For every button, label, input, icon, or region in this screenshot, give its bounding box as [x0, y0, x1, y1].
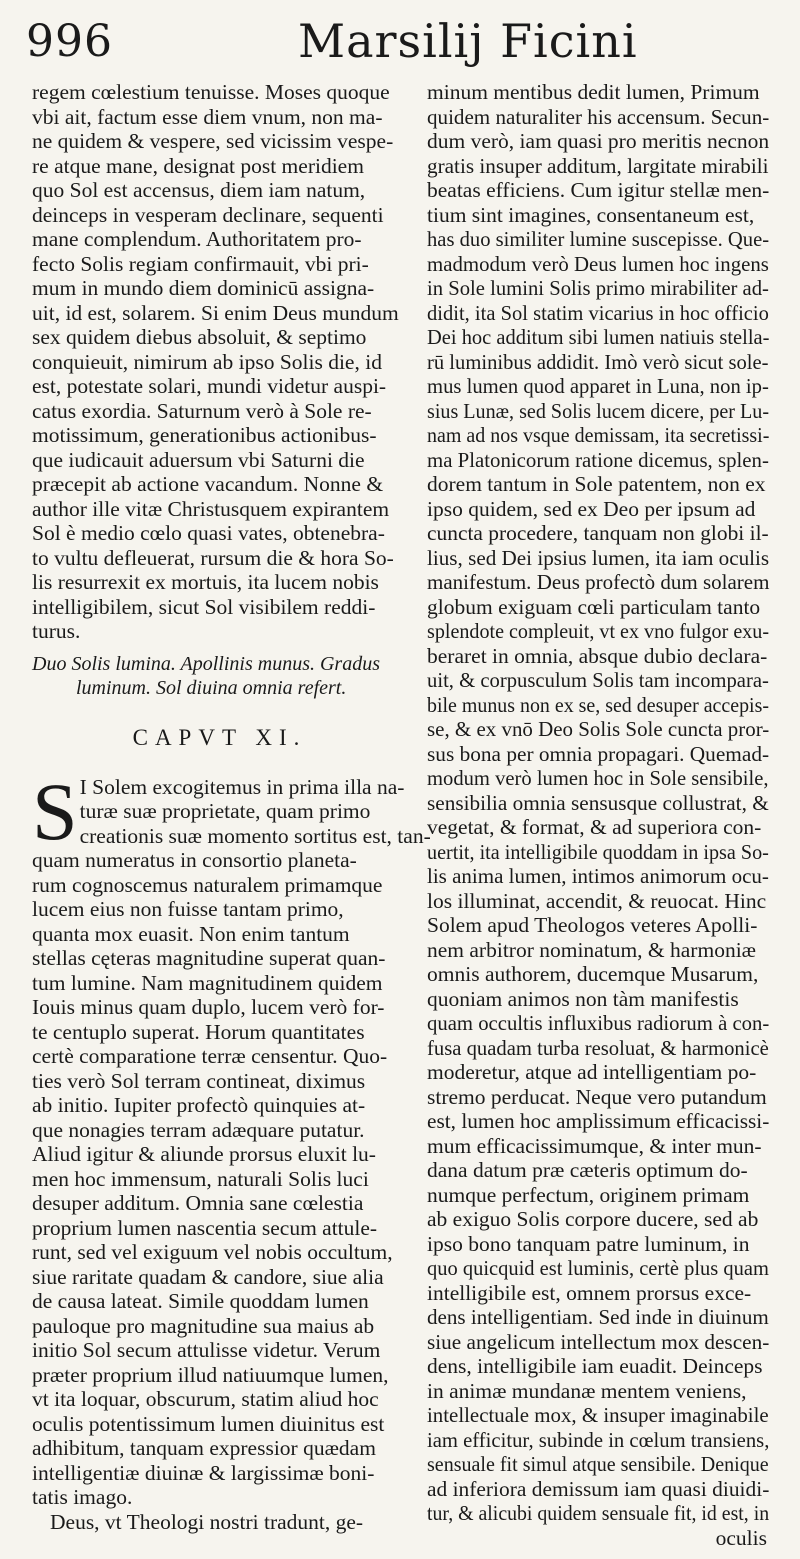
text-line: de causa lateat. Simile quoddam lumen [32, 1289, 369, 1313]
text-line: minum mentibus dedit lumen, Primum [427, 80, 760, 104]
text-line: ab exiguo Solis corpore ducere, sed ab [427, 1207, 759, 1231]
text-line: dens, intelligibile iam euadit. Deinceps [427, 1354, 763, 1378]
text-line: lucem eius non fuisse tantam primo, [32, 897, 344, 921]
text-line: dens intelligentiam. Sed inde in diuinum [427, 1305, 769, 1329]
text-line: quam occultis influxibus radiorum à con- [427, 1011, 770, 1035]
text-line: præter proprium illud natiuumque lumen, [32, 1362, 389, 1387]
text-line: stellas cęteras magnitudine superat quan- [32, 946, 386, 970]
text-line: lis resurrexit ex mortuis, ita lucem nobis [32, 570, 379, 594]
text-line: didit, ita Sol statim vicarius in hoc officio [427, 300, 769, 325]
chapter-summary-line: luminum. Sol diuina omnia refert. [76, 677, 347, 699]
text-line: lis anima lumen, intimos animorum ocu- [427, 864, 769, 888]
text-line: sensibilia omnia sensusque collustrat, & [427, 790, 769, 815]
text-line: sex quidem diebus absoluit, & septimo [32, 325, 367, 349]
text-line: quoniam animos non tàm manifestis [427, 986, 739, 1011]
page-header [0, 14, 800, 78]
text-line: iam efficitur, subinde in cœlum transiens, [427, 1427, 770, 1452]
text-line: que nonagies terram adæquare putatur. [32, 1117, 365, 1142]
text-line: se, & ex vnō Deo Solis Sole cuncta pror- [427, 717, 770, 741]
text-line: fecto Solis regiam confirmauit, vbi pri- [32, 251, 369, 276]
text-line: conquieuit, nimirum ab ipso Solis die, id [32, 349, 382, 374]
text-line: modum verò lumen hoc in Sole sensibile, [427, 766, 769, 790]
text-line: ties verò Sol terram contineat, diximus [32, 1068, 366, 1093]
text-line: deinceps in vesperam declinare, sequenti [32, 202, 384, 227]
chapter-summary-line: Duo Solis lumina. Apollinis munus. Gradus [32, 652, 380, 675]
text-line: ipso bono tanquam patre luminum, in [427, 1231, 750, 1256]
text-line: in Sole lumini Solis primo mirabiliter ad- [427, 276, 769, 300]
text-line: intelligentiæ diuinæ & largissimæ boni- [32, 1460, 375, 1485]
text-line: quo Sol est accensus, diem iam natum, [32, 178, 366, 202]
text-line: fusa quadam turba resoluat, & harmonicè [427, 1035, 769, 1060]
text-line: numque perfectum, originem primam [427, 1182, 750, 1207]
text-line: sius Lunæ, sed Solis lucem dicere, per Lu- [427, 398, 770, 423]
text-line: re atque mane, designat post meridiem [32, 153, 364, 178]
catchword: oculis [715, 1525, 767, 1550]
text-line: omnis authorem, ducemque Musarum, [427, 962, 759, 986]
text-line: vegetat, & format, & ad superiora con- [427, 815, 762, 839]
text-line: dum verò, iam quasi pro meritis necnon [427, 129, 770, 153]
text-line: Dei hoc additum sibi lumen natiuis stella- [427, 325, 770, 349]
text-line: ab initio. Iupiter profectò quinquies at- [32, 1093, 366, 1117]
text-line: quam numeratus in consortio planeta- [32, 848, 357, 872]
text-line: siue angelicum intellectum mox descen- [427, 1329, 770, 1354]
text-line: mane complendum. Authoritatem pro- [32, 227, 362, 251]
text-line: certè comparatione terræ censentur. Quo- [32, 1044, 388, 1068]
text-line: to vultu defleuerat, rursum die & hora So- [32, 545, 394, 570]
text-line: vt ita loquar, obscurum, statim aliud hoc [32, 1387, 379, 1411]
text-line: adhibitum, tanquam expressior quædam [32, 1436, 376, 1460]
chapter-heading: CAPVT XI. [132, 724, 307, 750]
text-line: bile munus non ex se, sed desuper accepis- [427, 692, 769, 717]
text-line: est, potestate solari, mundi videtur auspi- [32, 374, 387, 398]
text-line: oculis potentissimum lumen diuinitus est [32, 1411, 385, 1436]
text-line: nem arbitror nominatum, & harmoniæ [427, 937, 757, 962]
text-line: los illuminat, accendit, & reuocat. Hinc [427, 888, 767, 913]
text-line: vbi ait, factum esse diem vnum, non ma- [32, 104, 383, 129]
left-column [32, 80, 431, 1534]
text-line: Deus, vt Theologi nostri tradunt, ge- [50, 1509, 364, 1534]
text-line: est, lumen hoc amplissimum efficacissi- [427, 1109, 770, 1133]
text-line: nam ad nos vsque demissam, ita secretissi- [427, 423, 770, 447]
text-line: tur, & alicubi quidem sensuale fit, id est, in [427, 1501, 770, 1525]
text-line: quanta mox euasit. Non enim tantum [32, 921, 350, 946]
text-line: beraret in omnia, absque dubio declara- [427, 643, 768, 668]
text-line: mus lumen quod apparet in Luna, non ip- [427, 374, 769, 398]
text-line: has duo similiter lumine suscepisse. Que- [427, 227, 770, 251]
text-line: ma Platonicorum ratione dicemus, splen- [427, 447, 769, 472]
text-line: turæ suæ proprietate, quam primo [79, 799, 371, 823]
text-line: tum lumine. Nam magnitudinem quidem [32, 970, 383, 995]
page-number: 996 [26, 16, 113, 67]
text-line: lius, sed Dei ipsius lumen, ita iam oculis [427, 545, 770, 570]
text-line: beatas efficiens. Cum igitur stellæ men- [427, 178, 770, 202]
text-line: ad inferiora demissum iam quasi diuidi- [427, 1476, 770, 1501]
text-line: dorem tantum in Sole patentem, non ex [427, 472, 766, 496]
text-line: ne quidem & vespere, sed vicissim vespe- [32, 129, 394, 153]
text-line: regem cœlestium tenuisse. Moses quoque [32, 80, 390, 104]
text-line: ipso quidem, sed ex Deo per ipsum ad [427, 496, 756, 521]
text-line: cuncta procedere, tanquam non globi il- [427, 521, 769, 545]
text-line: siue raritate quadam & candore, siue alia [32, 1264, 384, 1289]
text-line: runt, sed vel exiguum vel nobis occultum, [32, 1240, 393, 1264]
text-line: gratis insuper additum, largitate mirabili [427, 153, 769, 178]
text-line: turus. [32, 619, 81, 643]
text-line: Solem apud Theologos veteres Apolli- [427, 913, 758, 937]
text-line: quo quicquid est luminis, certè plus quam [427, 1256, 769, 1280]
text-line: intelligibile est, omnem prorsus exce- [427, 1280, 752, 1305]
text-line: te centuplo superat. Horum quantitates [32, 1019, 365, 1044]
text-line: intelligibilem, sicut Sol visibilem reddi- [32, 594, 376, 619]
text-line: tatis imago. [32, 1485, 133, 1509]
text-line: desuper additum. Omnia sane cœlestia [32, 1191, 364, 1215]
text-line: motissimum, generationibus actionibus- [32, 423, 377, 447]
text-line: uit, & corpusculum Solis tam incompara- [427, 668, 769, 692]
text-line: manifestum. Deus profectò dum solarem [427, 570, 770, 594]
text-line: in animæ mundanæ mentem veniens, [427, 1378, 747, 1403]
text-line: pauloque pro magnitudine sua maius ab [32, 1313, 375, 1338]
text-line: Aliud igitur & aliunde prorsus eluxit lu- [32, 1142, 376, 1166]
text-line: dana datum præ cæteris optimum do- [427, 1158, 748, 1182]
spacer [32, 644, 407, 652]
text-line: præcepit ab actione vacandum. Nonne & [32, 472, 384, 496]
running-title: Marsilij Ficini [298, 14, 638, 68]
text-line: mum efficacissimumque, & inter mun- [427, 1133, 762, 1158]
text-line: intellectuale mox, & insuper imaginabile [427, 1403, 769, 1427]
drop-capital: S [32, 765, 78, 857]
text-line: rum cognoscemus naturalem primamque [32, 872, 383, 897]
right-column [427, 80, 769, 1550]
text-line: men hoc immensum, naturali Solis luci [32, 1166, 369, 1191]
text-line: sensuale fit simul atque sensibile. Denique [427, 1452, 769, 1476]
text-line: moderetur, atque ad intelligentiam po- [427, 1060, 757, 1084]
text-line: quidem naturaliter his accensum. Secun- [427, 104, 770, 129]
text-line: Iouis minus quam duplo, lucem verò for- [32, 995, 385, 1019]
text-line: globum exiguam cœli particulam tanto [427, 594, 761, 619]
text-line: I Solem excogitemus in prima illa na- [79, 774, 405, 799]
text-line: uertit, ita intelligibile quoddam in ipsa So- [427, 839, 769, 864]
text-line: uit, id est, solarem. Si enim Deus mundum [32, 300, 399, 325]
text-line: proprium lumen nascentia secum attule- [32, 1215, 378, 1240]
text-line: stremo perducat. Neque vero putandum [427, 1084, 767, 1109]
text-line: catus exordia. Saturnum verò à Sole re- [32, 398, 372, 423]
text-line: Sol è medio cœlo quasi vates, obtenebra- [32, 521, 385, 545]
text-line: splendote compleuit, vt ex vno fulgor exu- [427, 619, 770, 643]
text-line: mum in mundo diem dominicū assigna- [32, 276, 375, 300]
text-line: madmodum verò Deus lumen hoc ingens [427, 251, 769, 276]
text-line: rū luminibus addidit. Imò verò sicut sole- [427, 349, 769, 374]
text-line: author ille vitæ Christusquem expirantem [32, 496, 390, 521]
text-line: tium sint imagines, consentaneum est, [427, 202, 755, 227]
text-line: initio Sol secum attulisse videtur. Verum [32, 1338, 381, 1362]
text-line: creationis suæ momento sortitus est, tan- [79, 823, 431, 848]
text-line: sus bona per omnia propagari. Quemad- [427, 741, 770, 766]
text-line: que iudicauit aduersum vbi Saturni die [32, 447, 365, 472]
